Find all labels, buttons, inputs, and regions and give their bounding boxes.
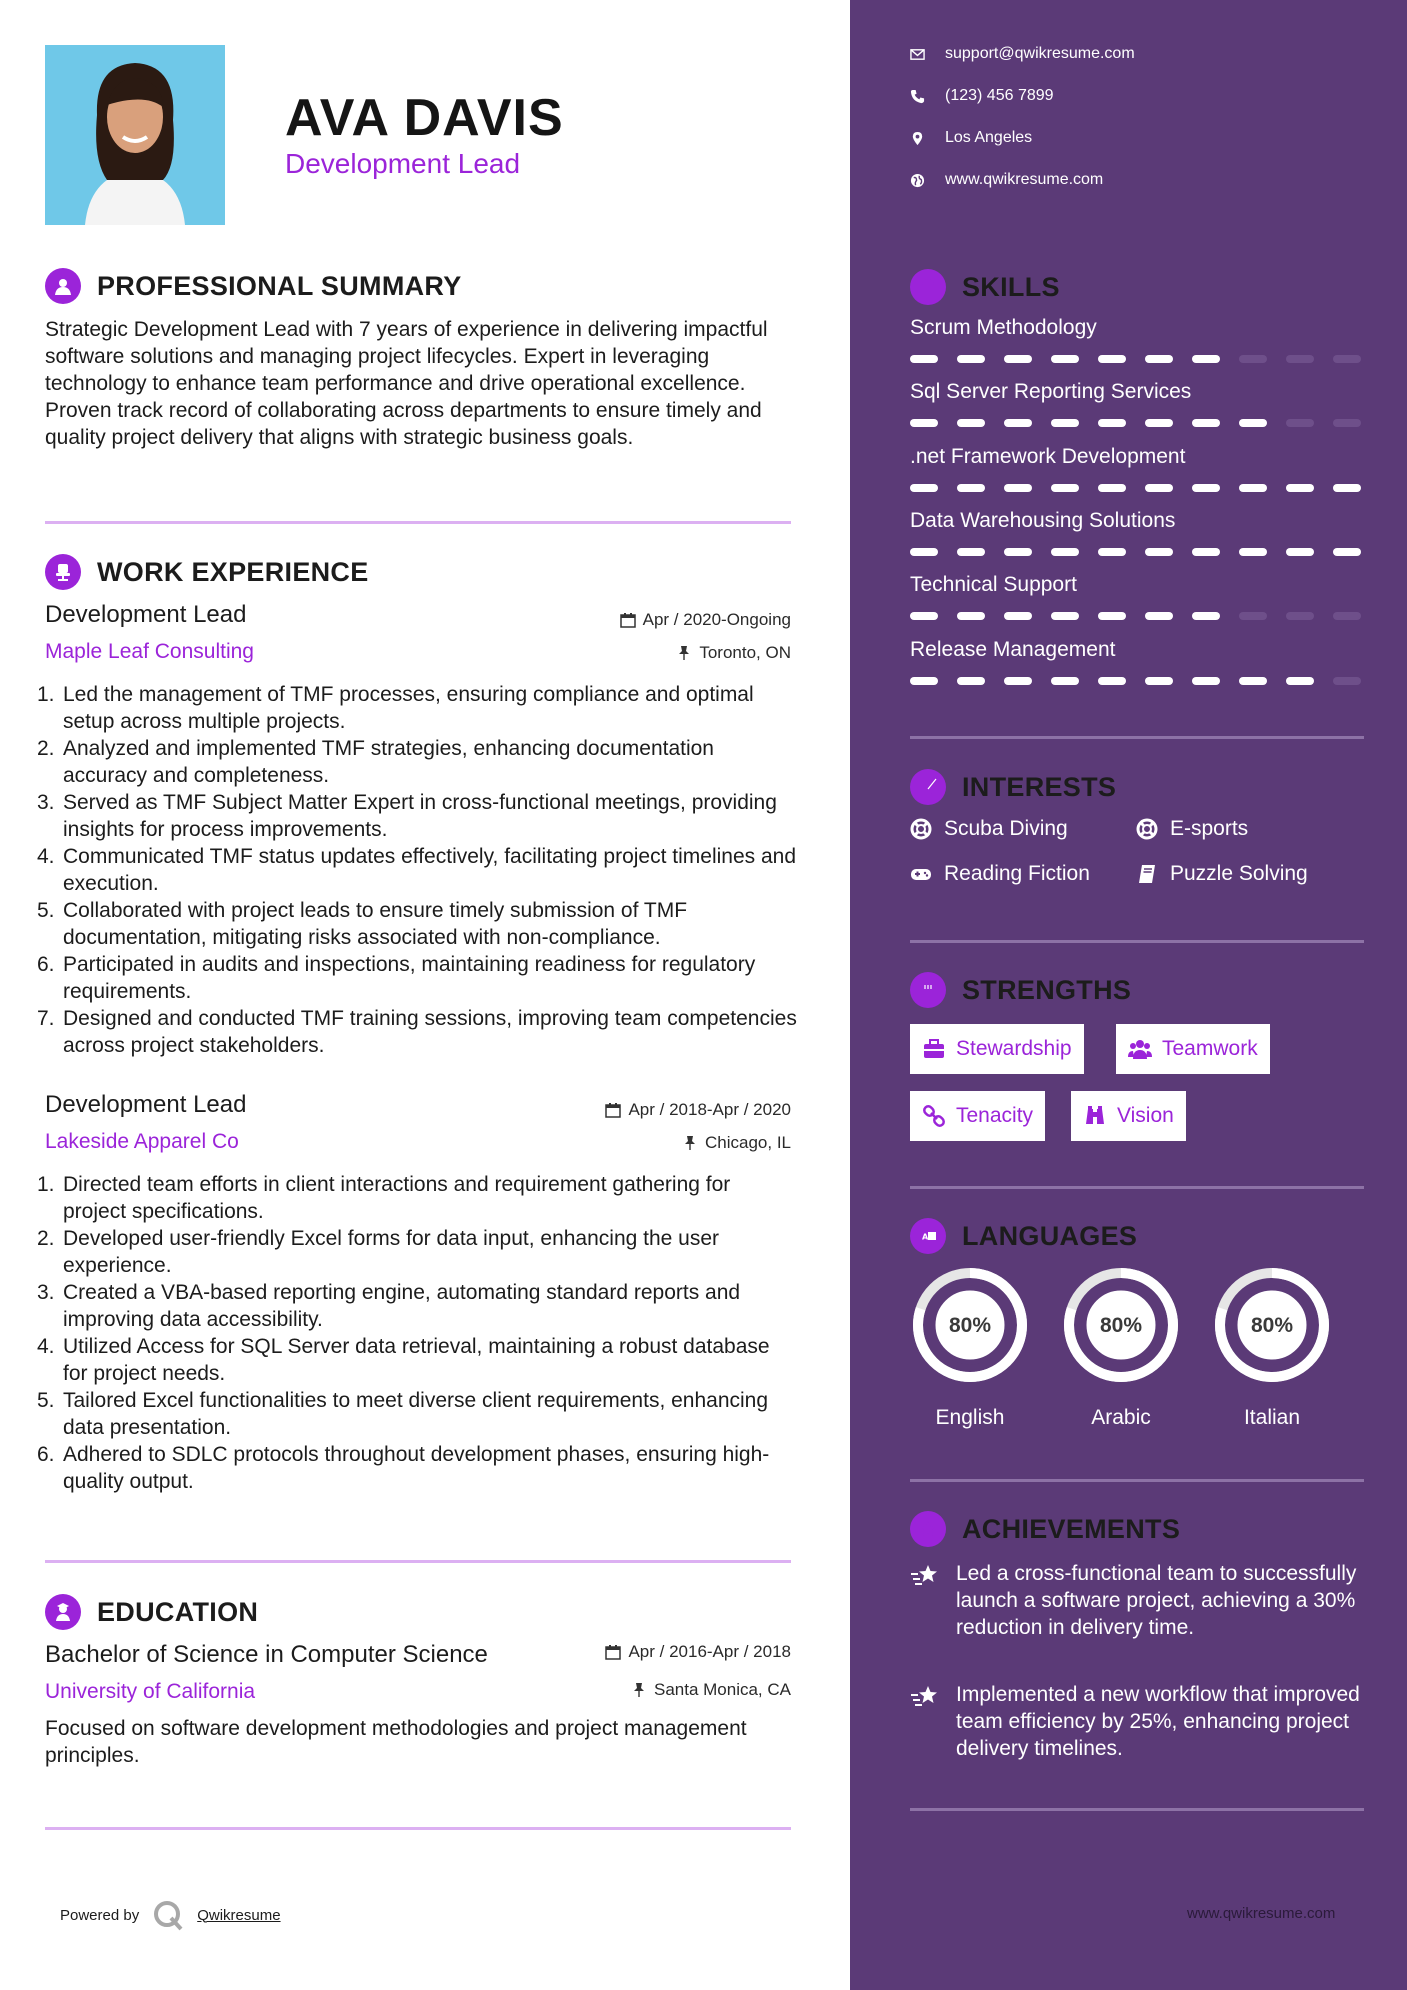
pushpin-icon bbox=[631, 1682, 647, 1698]
skill-rating-segment bbox=[1051, 419, 1079, 427]
pushpin-icon bbox=[676, 645, 692, 661]
skill-rating-segment bbox=[957, 548, 985, 556]
skill-rating-segment bbox=[957, 355, 985, 363]
skill-rating-segment bbox=[1286, 484, 1314, 492]
experience-heading: WORK EXPERIENCE bbox=[97, 556, 369, 587]
skill-rating-segment bbox=[1239, 484, 1267, 492]
skill-rating-segment bbox=[1051, 677, 1079, 685]
contact-email-text: support@qwikresume.com bbox=[945, 45, 1135, 62]
shooting-star-icon bbox=[910, 1562, 940, 1590]
skill-rating-segment bbox=[1192, 355, 1220, 363]
language-item bbox=[910, 1265, 1030, 1430]
skill-rating-segment bbox=[1098, 677, 1126, 685]
list-item: 3. Created a VBA-based reporting engine, automating standard reports and improving data accessibility. bbox=[37, 1281, 741, 1331]
skill-label: Release Management bbox=[910, 638, 1116, 661]
experience-header bbox=[45, 554, 369, 590]
skill-rating-segment bbox=[1145, 677, 1173, 685]
education-degree: Bachelor of Science in Computer Science bbox=[45, 1641, 488, 1668]
job-2-company: Lakeside Apparel Co bbox=[45, 1130, 239, 1153]
svg-text:A: A bbox=[922, 1232, 929, 1242]
summary-text: Strategic Development Lead with 7 years of experience in delivering impactful software solutions and managing project lifecycles. Expert in leveraging technology to enhance team performance and drive operational excellence. Proven track record of collaborating across departments to ensure timely and quality project delivery that aligns with strategic business goals. bbox=[45, 318, 768, 449]
list-item: 2. Analyzed and implemented TMF strategies, enhancing documentation accuracy and completeness. bbox=[37, 737, 714, 787]
interest-label: E-sports bbox=[1170, 817, 1249, 840]
interest-item bbox=[1136, 817, 1248, 841]
education-dates bbox=[605, 1642, 791, 1662]
achievement-text: Led a cross-functional team to successfully launch a software project, achieving a 30% reduction in delivery time. bbox=[956, 1562, 1357, 1639]
binoculars-icon bbox=[1083, 1104, 1107, 1128]
profile-photo bbox=[45, 45, 225, 225]
list-item: 2. Developed user-friendly Excel forms for data input, enhancing the user experience. bbox=[37, 1227, 720, 1277]
skill-label: Sql Server Reporting Services bbox=[910, 380, 1192, 403]
skill-rating-segment bbox=[1098, 419, 1126, 427]
achievement-item bbox=[910, 1681, 1370, 1762]
job-1-location bbox=[676, 643, 791, 663]
language-percent: 80% bbox=[1099, 1314, 1143, 1337]
language-percent: 80% bbox=[948, 1314, 992, 1337]
language-name: Arabic bbox=[1091, 1406, 1151, 1429]
footer-website[interactable]: www.qwikresume.com bbox=[1187, 1905, 1336, 1922]
qwikresume-link[interactable]: Qwikresume bbox=[197, 1906, 281, 1924]
skill-rating-segment bbox=[1239, 677, 1267, 685]
candidate-title: Development Lead bbox=[285, 148, 521, 179]
divider bbox=[910, 1186, 1364, 1189]
skill-rating-segment bbox=[1145, 419, 1173, 427]
skill-rating-segment bbox=[1333, 419, 1361, 427]
skill-label: Scrum Methodology bbox=[910, 316, 1097, 339]
job-1-dates bbox=[620, 610, 791, 630]
languages-header bbox=[910, 1218, 1137, 1254]
list-item: 5. Tailored Excel functionalities to meet diverse client requirements, enhancing data presentation. bbox=[37, 1389, 769, 1439]
strength-label: Teamwork bbox=[1162, 1037, 1258, 1060]
achievement-item bbox=[910, 1560, 1370, 1641]
phone-icon bbox=[910, 89, 925, 104]
contact-location bbox=[910, 129, 1032, 147]
contact-email bbox=[910, 45, 1135, 63]
list-item: 5. Collaborated with project leads to ensure timely submission of TMF documentation, mitigating risks associated with non-compliance. bbox=[37, 899, 688, 949]
skill-rating-segment bbox=[1333, 548, 1361, 556]
list-item: 3. Served as TMF Subject Matter Expert in cross-functional meetings, providing insights for process improvements. bbox=[37, 791, 777, 841]
achievement-text: Implemented a new workflow that improved team efficiency by 25%, enhancing project delivery timelines. bbox=[956, 1683, 1360, 1760]
job-1-company: Maple Leaf Consulting bbox=[45, 640, 254, 663]
skill-rating-segment bbox=[1004, 355, 1032, 363]
achievements-heading: ACHIEVEMENTS bbox=[962, 1513, 1181, 1544]
skill-rating-segment bbox=[957, 612, 985, 620]
powered-by-label: Powered by bbox=[60, 1906, 140, 1924]
skill-rating-segment bbox=[1098, 612, 1126, 620]
calendar-icon bbox=[605, 1102, 621, 1118]
job-2-location bbox=[682, 1133, 791, 1153]
list-item: 7. Designed and conducted TMF training sessions, improving team competencies across project stakeholders. bbox=[37, 1007, 797, 1057]
job-1-location-text: Toronto, ON bbox=[699, 643, 791, 662]
skills-heading: SKILLS bbox=[962, 271, 1060, 302]
contact-website-text[interactable]: www.qwikresume.com bbox=[945, 171, 1104, 188]
summary-header bbox=[45, 268, 462, 304]
list-item: 1. Directed team efforts in client interactions and requirement gathering for project specifications. bbox=[37, 1173, 731, 1223]
link-icon bbox=[922, 1104, 946, 1128]
skill-rating-segment bbox=[1098, 484, 1126, 492]
book-icon bbox=[1136, 863, 1158, 885]
education-heading: EDUCATION bbox=[97, 1596, 259, 1627]
skill-rating-segment bbox=[1145, 484, 1173, 492]
divider bbox=[45, 1827, 791, 1830]
skill-rating-segment bbox=[1192, 548, 1220, 556]
skill-rating-segment bbox=[1239, 548, 1267, 556]
language-progress-ring bbox=[1061, 1265, 1181, 1385]
skill-rating-segment bbox=[1051, 355, 1079, 363]
calendar-icon bbox=[605, 1644, 621, 1660]
office-chair-icon bbox=[45, 554, 81, 590]
skills-header bbox=[910, 269, 1060, 305]
skill-rating-segment bbox=[1286, 612, 1314, 620]
interest-item bbox=[910, 862, 1090, 886]
footer-powered-by bbox=[60, 1898, 281, 1932]
education-location bbox=[631, 1680, 791, 1700]
briefcase-icon bbox=[922, 1037, 946, 1061]
strengths-header bbox=[910, 972, 1131, 1008]
skill-rating-segment bbox=[1004, 419, 1032, 427]
skill-rating-segment bbox=[1192, 612, 1220, 620]
skill-rating-segment bbox=[1145, 612, 1173, 620]
skill-rating-segment bbox=[1192, 677, 1220, 685]
skill-rating-bar bbox=[910, 548, 1364, 556]
interest-label: Scuba Diving bbox=[944, 817, 1068, 840]
envelope-icon bbox=[910, 47, 925, 62]
list-item: 4. Communicated TMF status updates effectively, facilitating project timelines and execution. bbox=[37, 845, 797, 895]
skill-rating-segment bbox=[910, 355, 938, 363]
skill-rating-segment bbox=[1239, 612, 1267, 620]
strength-label: Tenacity bbox=[956, 1104, 1034, 1127]
fist-icon bbox=[910, 972, 946, 1008]
contact-website bbox=[910, 171, 1103, 189]
skill-rating-segment bbox=[910, 677, 938, 685]
skill-rating-segment bbox=[1098, 355, 1126, 363]
list-item: 4. Utilized Access for SQL Server data retrieval, maintaining a robust database for project needs. bbox=[37, 1335, 770, 1385]
skill-rating-segment bbox=[910, 419, 938, 427]
skill-rating-segment bbox=[1333, 484, 1361, 492]
lightbulb-icon bbox=[910, 269, 946, 305]
skill-rating-segment bbox=[1286, 419, 1314, 427]
strength-tag bbox=[1071, 1091, 1186, 1141]
interests-heading: INTERESTS bbox=[962, 771, 1117, 802]
job-1-title: Development Lead bbox=[45, 601, 247, 628]
paper-plane-icon bbox=[910, 769, 946, 805]
divider bbox=[910, 1808, 1364, 1811]
job-1-dates-text: Apr / 2020-Ongoing bbox=[642, 610, 791, 629]
education-header bbox=[45, 1594, 258, 1630]
skill-rating-segment bbox=[1098, 548, 1126, 556]
list-item: 1. Led the management of TMF processes, ensuring compliance and optimal setup across multiple projects. bbox=[37, 683, 754, 733]
job-2-location-text: Chicago, IL bbox=[705, 1133, 791, 1152]
skill-rating-segment bbox=[1239, 419, 1267, 427]
star-badge-icon bbox=[910, 1511, 946, 1547]
skill-rating-segment bbox=[910, 548, 938, 556]
job-2-title: Development Lead bbox=[45, 1091, 247, 1118]
language-percent: 80% bbox=[1250, 1314, 1294, 1337]
skill-rating-segment bbox=[1051, 484, 1079, 492]
skill-rating-bar bbox=[910, 677, 1364, 685]
language-progress-ring bbox=[910, 1265, 1030, 1385]
interest-label: Puzzle Solving bbox=[1170, 862, 1308, 885]
strength-tag bbox=[1116, 1024, 1270, 1074]
skill-rating-segment bbox=[1004, 677, 1032, 685]
strength-tag bbox=[910, 1091, 1045, 1141]
language-name: English bbox=[935, 1406, 1005, 1429]
contact-phone-text: (123) 456 7899 bbox=[945, 87, 1054, 104]
skill-rating-bar bbox=[910, 484, 1364, 492]
globe-icon bbox=[910, 173, 925, 188]
translate-icon bbox=[910, 1218, 946, 1254]
divider bbox=[910, 940, 1364, 943]
skill-rating-segment bbox=[1051, 612, 1079, 620]
skill-rating-segment bbox=[910, 612, 938, 620]
pushpin-icon bbox=[682, 1135, 698, 1151]
language-item bbox=[1061, 1265, 1181, 1430]
graduate-icon bbox=[45, 1594, 81, 1630]
skill-label: .net Framework Development bbox=[910, 445, 1186, 468]
skill-rating-segment bbox=[1004, 484, 1032, 492]
skill-rating-bar bbox=[910, 355, 1364, 363]
qwikresume-logo-icon bbox=[151, 1898, 185, 1932]
interests-header bbox=[910, 769, 1116, 805]
contact-location-text: Los Angeles bbox=[945, 129, 1033, 146]
lifebuoy-icon bbox=[1136, 818, 1158, 840]
candidate-name: AVA DAVIS bbox=[285, 89, 564, 147]
skill-rating-segment bbox=[1004, 612, 1032, 620]
divider bbox=[910, 1479, 1364, 1482]
skill-rating-segment bbox=[1333, 355, 1361, 363]
user-icon bbox=[45, 268, 81, 304]
profile-photo-image bbox=[45, 45, 225, 225]
skill-rating-segment bbox=[1239, 355, 1267, 363]
contact-phone bbox=[910, 87, 1054, 105]
divider bbox=[45, 1560, 791, 1563]
interest-label: Reading Fiction bbox=[944, 862, 1090, 885]
skill-rating-segment bbox=[1286, 548, 1314, 556]
skill-rating-segment bbox=[1286, 677, 1314, 685]
language-progress-ring bbox=[1212, 1265, 1332, 1385]
skill-rating-bar bbox=[910, 612, 1364, 620]
divider bbox=[910, 736, 1364, 739]
interest-item bbox=[910, 817, 1068, 841]
skill-rating-bar bbox=[910, 419, 1364, 427]
skill-label: Data Warehousing Solutions bbox=[910, 509, 1176, 532]
skill-rating-segment bbox=[1192, 484, 1220, 492]
skill-rating-segment bbox=[1145, 548, 1173, 556]
education-school: University of California bbox=[45, 1680, 256, 1703]
job-2-dates bbox=[605, 1100, 791, 1120]
shooting-star-icon bbox=[910, 1683, 940, 1711]
strength-label: Stewardship bbox=[956, 1037, 1072, 1060]
skill-rating-segment bbox=[1145, 355, 1173, 363]
list-item: 6. Participated in audits and inspections, maintaining readiness for regulatory requirements. bbox=[37, 953, 756, 1003]
job-1-bullets bbox=[37, 681, 797, 1059]
strength-label: Vision bbox=[1117, 1104, 1174, 1127]
list-item: 6. Adhered to SDLC protocols throughout development phases, ensuring high-quality output. bbox=[37, 1443, 770, 1493]
job-2-dates-text: Apr / 2018-Apr / 2020 bbox=[628, 1100, 791, 1119]
education-location-text: Santa Monica, CA bbox=[653, 1680, 791, 1699]
gamepad-icon bbox=[910, 863, 932, 885]
education-text: Focused on software development methodologies and project management principles. bbox=[45, 1717, 747, 1767]
lifebuoy-icon bbox=[910, 818, 932, 840]
languages-heading: LANGUAGES bbox=[962, 1220, 1138, 1251]
job-2-bullets bbox=[37, 1171, 797, 1495]
strength-tag bbox=[910, 1024, 1084, 1074]
skill-rating-segment bbox=[910, 484, 938, 492]
skill-label: Technical Support bbox=[910, 573, 1077, 596]
users-icon bbox=[1128, 1037, 1152, 1061]
skill-rating-segment bbox=[957, 484, 985, 492]
skill-rating-segment bbox=[1051, 548, 1079, 556]
summary-heading: PROFESSIONAL SUMMARY bbox=[97, 270, 462, 301]
skill-rating-segment bbox=[1333, 677, 1361, 685]
calendar-icon bbox=[620, 612, 636, 628]
language-name: Italian bbox=[1243, 1406, 1301, 1429]
skill-rating-segment bbox=[1333, 612, 1361, 620]
skill-rating-segment bbox=[1004, 548, 1032, 556]
skill-rating-segment bbox=[1192, 419, 1220, 427]
skill-rating-segment bbox=[957, 419, 985, 427]
achievements-header bbox=[910, 1511, 1180, 1547]
divider bbox=[45, 521, 791, 524]
skill-rating-segment bbox=[957, 677, 985, 685]
strengths-heading: STRENGTHS bbox=[962, 974, 1132, 1005]
skill-rating-segment bbox=[1286, 355, 1314, 363]
education-dates-text: Apr / 2016-Apr / 2018 bbox=[628, 1642, 791, 1661]
interest-item bbox=[1136, 862, 1308, 886]
map-marker-icon bbox=[910, 131, 925, 146]
language-item bbox=[1212, 1265, 1332, 1430]
